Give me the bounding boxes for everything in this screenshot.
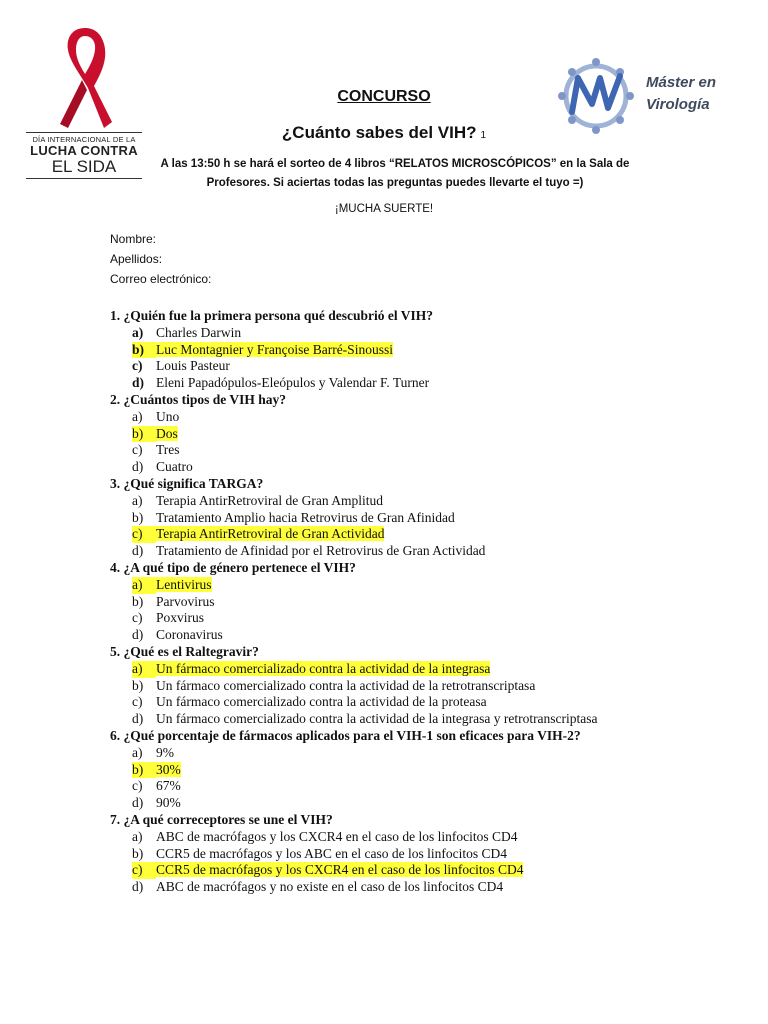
question-text: 7. ¿A qué correceptores se une el VIH?: [110, 811, 333, 827]
question-text: 5. ¿Qué es el Raltegravir?: [110, 643, 259, 659]
intro-text-a: A las 13:50 h se hará el sorteo de 4 libros: [160, 158, 389, 170]
option-text: Tres: [156, 442, 180, 458]
option-text: Eleni Papadópulos-Eleópulos y Valendar F. Turner: [156, 375, 430, 391]
option-letter: d): [132, 627, 144, 643]
answer-option: [110, 426, 710, 443]
option-text: Parvovirus: [156, 593, 215, 609]
subtitle-text: ¿Cuánto sabes del VIH?: [281, 123, 477, 142]
answer-option: [110, 325, 710, 342]
logo-caption-line3: EL SIDA: [26, 158, 142, 179]
answer-option: [110, 510, 710, 527]
highlighted-answer-text: Dos: [156, 425, 178, 441]
field-apellidos: Apellidos:: [110, 252, 163, 266]
option-letter: c): [132, 358, 143, 374]
footnote-mark: 1: [480, 130, 487, 141]
logo-line-virologia: Virología: [646, 96, 710, 113]
option-text: 9%: [156, 744, 174, 760]
option-text: Terapia AntirRetroviral de Gran Amplitud: [156, 492, 383, 508]
question-text: 4. ¿A qué tipo de género pertenece el VIH?: [110, 559, 356, 575]
option-letter: c): [132, 442, 143, 458]
answer-option: [110, 610, 710, 627]
option-text: CCR5 de macrófagos y los ABC en el caso de los linfocitos CD4: [156, 845, 507, 861]
field-nombre: Nombre:: [110, 232, 157, 246]
option-text: Coronavirus: [156, 627, 223, 643]
option-letter: a): [132, 492, 143, 508]
option-text: Un fármaco comercializado contra la actividad de la retrotranscriptasa: [156, 677, 536, 693]
answer-option: [110, 375, 710, 392]
option-letter: d): [132, 711, 144, 727]
book-title: “RELATOS MICROSCÓPICOS”: [388, 158, 557, 170]
question-list: [110, 308, 710, 896]
option-text: Charles Darwin: [156, 324, 242, 340]
option-letter: b): [132, 509, 144, 525]
option-text: ABC de macrófagos y no existe en el caso de los linfocitos CD4: [156, 879, 504, 895]
option-text: Tratamiento de Afinidad por el Retrovirus de Gran Actividad: [156, 543, 486, 559]
option-letter: d): [132, 459, 144, 475]
answer-option: [110, 711, 710, 728]
highlighted-answer-text: Luc Montagnier y Françoise Barré-Sinoussi: [156, 341, 393, 357]
answer-option: [110, 594, 710, 611]
option-text: Poxvirus: [156, 610, 205, 626]
red-ribbon-icon: [54, 24, 116, 132]
option-letter: d): [132, 375, 145, 391]
page-subtitle: [0, 123, 768, 143]
option-letter: c): [132, 610, 143, 626]
option-letter: b): [132, 426, 156, 443]
logo-caption-line2: LUCHA CONTRA: [30, 143, 138, 158]
answer-option: [110, 879, 710, 896]
option-text: 90%: [156, 795, 181, 811]
answer-option: [110, 342, 710, 359]
question-text: 3. ¿Qué significa TARGA?: [110, 475, 264, 491]
answer-option: [110, 846, 710, 863]
option-letter: a): [132, 408, 143, 424]
highlighted-answer-text: CCR5 de macrófagos y los CXCR4 en el caso de los linfocitos CD4: [156, 862, 524, 878]
good-luck-text: ¡MUCHA SUERTE!: [334, 203, 434, 215]
answer-option: [110, 829, 710, 846]
intro-paragraph: [140, 155, 650, 193]
answer-option: [110, 543, 710, 560]
question-block: [110, 308, 710, 392]
answer-option: [110, 678, 710, 695]
intro-text-b: en la Sala de Profesores. Si aciertas todas las preguntas puedes llevarte el tuyo =): [206, 158, 630, 189]
option-text: Un fármaco comercializado contra la actividad de la integrasa y retrotranscriptasa: [156, 711, 598, 727]
option-text: Cuatro: [156, 459, 193, 475]
highlighted-answer-text: Terapia AntirRetroviral de Gran Actividad: [156, 526, 385, 542]
option-letter: a): [132, 324, 144, 340]
answer-option: [110, 661, 710, 678]
option-text: ABC de macrófagos y los CXCR4 en el caso de los linfocitos CD4: [156, 828, 518, 844]
option-letter: c): [132, 862, 156, 879]
option-letter: a): [132, 577, 156, 594]
option-letter: b): [132, 677, 144, 693]
page-title: CONCURSO: [337, 88, 431, 105]
answer-option: [110, 409, 710, 426]
question-block: [110, 392, 710, 476]
question-block: [110, 476, 710, 560]
highlighted-answer-text: 30%: [156, 761, 181, 777]
option-letter: d): [132, 879, 144, 895]
option-text: Uno: [156, 408, 180, 424]
answer-option: [110, 778, 710, 795]
logo-caption-line1: DÍA INTERNACIONAL DE LA: [26, 132, 142, 144]
option-text: Tratamiento Amplio hacia Retrovirus de Gran Afinidad: [156, 509, 455, 525]
answer-option: [110, 627, 710, 644]
question-block: [110, 644, 710, 728]
answer-option: [110, 694, 710, 711]
option-letter: b): [132, 845, 144, 861]
question-text: 2. ¿Cuántos tipos de VIH hay?: [110, 391, 287, 407]
answer-option: [110, 442, 710, 459]
participant-fields: [110, 229, 211, 289]
answer-option: [110, 795, 710, 812]
option-letter: a): [132, 744, 143, 760]
question-text: 1. ¿Quién fue la primera persona qué descubrió el VIH?: [110, 308, 434, 323]
option-letter: b): [132, 762, 156, 779]
question-text: 6. ¿Qué porcentaje de fármacos aplicados para el VIH-1 son eficaces para VIH-2?: [110, 727, 581, 743]
answer-option: [110, 577, 710, 594]
option-text: Un fármaco comercializado contra la actividad de la proteasa: [156, 694, 487, 710]
question-block: [110, 728, 710, 812]
highlighted-answer-text: Un fármaco comercializado contra la actividad de la integrasa: [156, 660, 491, 676]
answer-option: [110, 862, 710, 879]
question-block: [110, 812, 710, 896]
option-letter: b): [132, 593, 144, 609]
answer-option: [110, 526, 710, 543]
logo-line-master: Máster en: [646, 74, 717, 91]
option-letter: c): [132, 694, 143, 710]
option-letter: d): [132, 795, 144, 811]
option-letter: a): [132, 828, 143, 844]
answer-option: [110, 493, 710, 510]
option-letter: a): [132, 661, 156, 678]
answer-option: [110, 762, 710, 779]
option-letter: d): [132, 543, 144, 559]
answer-option: [110, 459, 710, 476]
option-letter: c): [132, 778, 143, 794]
option-letter: c): [132, 526, 156, 543]
answer-option: [110, 358, 710, 375]
option-letter: b): [132, 342, 156, 359]
option-text: 67%: [156, 778, 181, 794]
highlighted-answer-text: Lentivirus: [156, 576, 212, 592]
answer-option: [110, 745, 710, 762]
option-text: Louis Pasteur: [156, 358, 230, 374]
field-correo: Correo electrónico:: [110, 272, 212, 286]
question-block: [110, 560, 710, 644]
